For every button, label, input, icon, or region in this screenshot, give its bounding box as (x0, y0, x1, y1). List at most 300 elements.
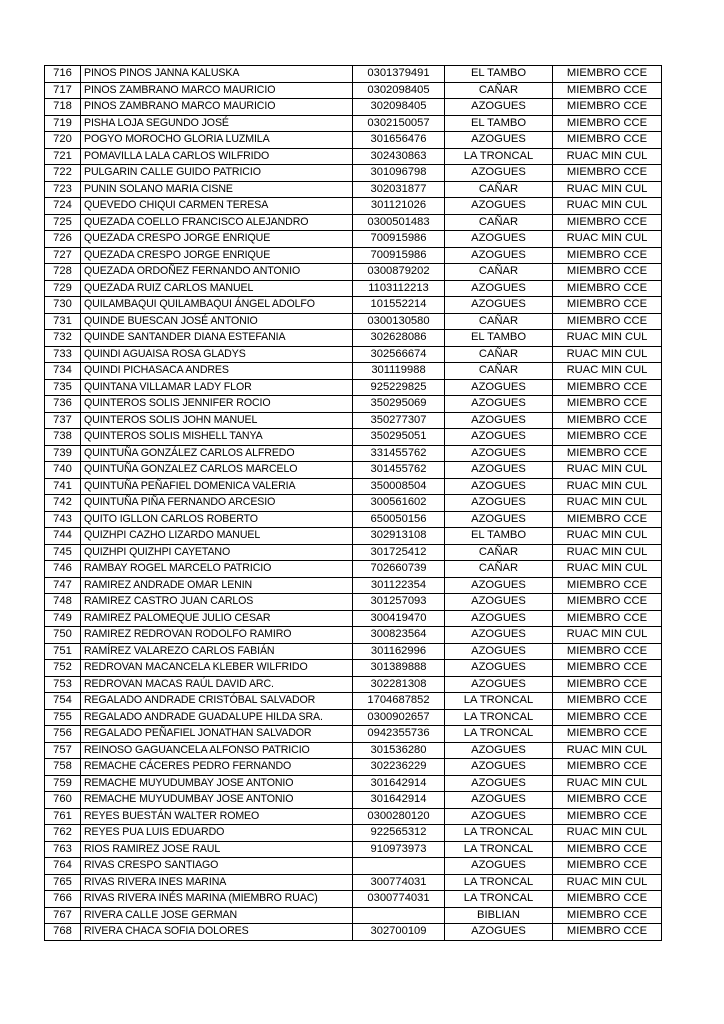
row-number-cell: 747 (45, 577, 81, 594)
id-number-cell: 301536280 (353, 742, 445, 759)
registry-table-body (45, 66, 662, 941)
row-number-cell: 748 (45, 594, 81, 611)
membership-type-cell: RUAC MIN CUL (553, 544, 662, 561)
id-number-cell: 0302098405 (353, 82, 445, 99)
member-name-cell: QUINTEROS SOLIS JENNIFER ROCIO (81, 396, 353, 413)
id-number-cell: 301725412 (353, 544, 445, 561)
membership-type-cell: RUAC MIN CUL (553, 495, 662, 512)
row-number-cell: 756 (45, 726, 81, 743)
member-name-cell: QUINDI PICHASACA ANDRES (81, 363, 353, 380)
member-name-cell: REYES BUESTÁN WALTER ROMEO (81, 808, 353, 825)
membership-type-cell: RUAC MIN CUL (553, 825, 662, 842)
row-number-cell: 760 (45, 792, 81, 809)
row-number-cell: 719 (45, 115, 81, 132)
member-name-cell: QUINDE SANTANDER DIANA ESTEFANIA (81, 330, 353, 347)
member-name-cell: RIVERA CALLE JOSE GERMAN (81, 907, 353, 924)
table-row (45, 693, 662, 710)
membership-type-cell: MIEMBRO CCE (553, 264, 662, 281)
membership-type-cell: MIEMBRO CCE (553, 709, 662, 726)
row-number-cell: 762 (45, 825, 81, 842)
membership-type-cell: MIEMBRO CCE (553, 792, 662, 809)
id-number-cell: 300561602 (353, 495, 445, 512)
membership-type-cell: MIEMBRO CCE (553, 643, 662, 660)
member-name-cell: QUEZADA COELLO FRANCISCO ALEJANDRO (81, 214, 353, 231)
id-number-cell: 301162996 (353, 643, 445, 660)
member-name-cell: QUINTEROS SOLIS JOHN MANUEL (81, 412, 353, 429)
table-row (45, 396, 662, 413)
member-name-cell: REDROVAN MACAS RAÚL DAVID ARC. (81, 676, 353, 693)
membership-type-cell: MIEMBRO CCE (553, 907, 662, 924)
city-cell: CAÑAR (445, 214, 553, 231)
member-name-cell: POMAVILLA LALA CARLOS WILFRIDO (81, 148, 353, 165)
table-row (45, 198, 662, 215)
table-row (45, 330, 662, 347)
member-name-cell: QUEZADA RUIZ CARLOS MANUEL (81, 280, 353, 297)
id-number-cell: 301121026 (353, 198, 445, 215)
table-row (45, 577, 662, 594)
row-number-cell: 744 (45, 528, 81, 545)
city-cell: AZOGUES (445, 511, 553, 528)
row-number-cell: 755 (45, 709, 81, 726)
table-row (45, 792, 662, 809)
member-name-cell: PINOS ZAMBRANO MARCO MAURICIO (81, 99, 353, 116)
row-number-cell: 731 (45, 313, 81, 330)
membership-type-cell: MIEMBRO CCE (553, 610, 662, 627)
row-number-cell: 750 (45, 627, 81, 644)
membership-type-cell: RUAC MIN CUL (553, 742, 662, 759)
row-number-cell: 730 (45, 297, 81, 314)
membership-type-cell: MIEMBRO CCE (553, 693, 662, 710)
member-name-cell: REDROVAN MACANCELA KLEBER WILFRIDO (81, 660, 353, 677)
table-row (45, 561, 662, 578)
id-number-cell: 350295069 (353, 396, 445, 413)
row-number-cell: 726 (45, 231, 81, 248)
table-row (45, 115, 662, 132)
member-name-cell: QUINDE BUESCAN JOSÉ ANTONIO (81, 313, 353, 330)
city-cell: AZOGUES (445, 808, 553, 825)
table-row (45, 742, 662, 759)
membership-type-cell: MIEMBRO CCE (553, 82, 662, 99)
member-name-cell: RAMIREZ REDROVAN RODOLFO RAMIRO (81, 627, 353, 644)
id-number-cell: 0300774031 (353, 891, 445, 908)
city-cell: AZOGUES (445, 412, 553, 429)
id-number-cell: 0942355736 (353, 726, 445, 743)
membership-type-cell: MIEMBRO CCE (553, 396, 662, 413)
table-row (45, 379, 662, 396)
row-number-cell: 761 (45, 808, 81, 825)
row-number-cell: 746 (45, 561, 81, 578)
id-number-cell: 0300902657 (353, 709, 445, 726)
id-number-cell: 300823564 (353, 627, 445, 644)
member-name-cell: REMACHE MUYUDUMBAY JOSE ANTONIO (81, 775, 353, 792)
member-name-cell: QUEZADA CRESPO JORGE ENRIQUE (81, 247, 353, 264)
member-name-cell: QUITO IGLLON CARLOS ROBERTO (81, 511, 353, 528)
membership-type-cell: MIEMBRO CCE (553, 412, 662, 429)
id-number-cell: 301389888 (353, 660, 445, 677)
table-row (45, 924, 662, 941)
row-number-cell: 729 (45, 280, 81, 297)
table-row (45, 660, 662, 677)
id-number-cell: 1103112213 (353, 280, 445, 297)
row-number-cell: 725 (45, 214, 81, 231)
row-number-cell: 737 (45, 412, 81, 429)
city-cell: AZOGUES (445, 247, 553, 264)
city-cell: AZOGUES (445, 495, 553, 512)
id-number-cell: 700915986 (353, 231, 445, 248)
member-name-cell: PINOS ZAMBRANO MARCO MAURICIO (81, 82, 353, 99)
city-cell: CAÑAR (445, 544, 553, 561)
row-number-cell: 717 (45, 82, 81, 99)
city-cell: EL TAMBO (445, 528, 553, 545)
membership-type-cell: MIEMBRO CCE (553, 511, 662, 528)
membership-type-cell: MIEMBRO CCE (553, 759, 662, 776)
row-number-cell: 753 (45, 676, 81, 693)
city-cell: LA TRONCAL (445, 693, 553, 710)
table-row (45, 907, 662, 924)
city-cell: AZOGUES (445, 643, 553, 660)
row-number-cell: 718 (45, 99, 81, 116)
membership-type-cell: RUAC MIN CUL (553, 462, 662, 479)
city-cell: CAÑAR (445, 561, 553, 578)
id-number-cell: 925229825 (353, 379, 445, 396)
table-row (45, 775, 662, 792)
table-row (45, 165, 662, 182)
membership-type-cell: MIEMBRO CCE (553, 841, 662, 858)
table-row (45, 462, 662, 479)
id-number-cell: 302700109 (353, 924, 445, 941)
member-name-cell: PINOS PINOS JANNA KALUSKA (81, 66, 353, 83)
id-number-cell: 302236229 (353, 759, 445, 776)
table-row (45, 346, 662, 363)
row-number-cell: 732 (45, 330, 81, 347)
member-name-cell: REGALADO PEÑAFIEL JONATHAN SALVADOR (81, 726, 353, 743)
city-cell: EL TAMBO (445, 66, 553, 83)
table-row (45, 66, 662, 83)
city-cell: AZOGUES (445, 676, 553, 693)
city-cell: BIBLIAN (445, 907, 553, 924)
row-number-cell: 734 (45, 363, 81, 380)
row-number-cell: 724 (45, 198, 81, 215)
registry-table (44, 65, 662, 941)
table-row (45, 841, 662, 858)
row-number-cell: 723 (45, 181, 81, 198)
row-number-cell: 722 (45, 165, 81, 182)
table-row (45, 676, 662, 693)
membership-type-cell: MIEMBRO CCE (553, 280, 662, 297)
city-cell: AZOGUES (445, 379, 553, 396)
id-number-cell: 302913108 (353, 528, 445, 545)
membership-type-cell: MIEMBRO CCE (553, 115, 662, 132)
member-name-cell: POGYO MOROCHO GLORIA LUZMILA (81, 132, 353, 149)
membership-type-cell: MIEMBRO CCE (553, 808, 662, 825)
city-cell: AZOGUES (445, 924, 553, 941)
membership-type-cell: MIEMBRO CCE (553, 66, 662, 83)
membership-type-cell: MIEMBRO CCE (553, 660, 662, 677)
member-name-cell: PISHA LOJA SEGUNDO JOSÉ (81, 115, 353, 132)
table-row (45, 264, 662, 281)
id-number-cell: 0300280120 (353, 808, 445, 825)
id-number-cell: 300774031 (353, 874, 445, 891)
row-number-cell: 765 (45, 874, 81, 891)
row-number-cell: 749 (45, 610, 81, 627)
city-cell: CAÑAR (445, 181, 553, 198)
member-name-cell: QUEVEDO CHIQUI CARMEN TERESA (81, 198, 353, 215)
membership-type-cell: MIEMBRO CCE (553, 676, 662, 693)
city-cell: AZOGUES (445, 660, 553, 677)
membership-type-cell: MIEMBRO CCE (553, 726, 662, 743)
row-number-cell: 767 (45, 907, 81, 924)
row-number-cell: 736 (45, 396, 81, 413)
membership-type-cell: RUAC MIN CUL (553, 627, 662, 644)
city-cell: LA TRONCAL (445, 709, 553, 726)
id-number-cell: 301455762 (353, 462, 445, 479)
id-number-cell: 302566674 (353, 346, 445, 363)
table-row (45, 594, 662, 611)
id-number-cell: 301257093 (353, 594, 445, 611)
id-number-cell: 650050156 (353, 511, 445, 528)
id-number-cell: 700915986 (353, 247, 445, 264)
row-number-cell: 758 (45, 759, 81, 776)
membership-type-cell: RUAC MIN CUL (553, 363, 662, 380)
member-name-cell: QUINTUÑA PIÑA FERNANDO ARCESIO (81, 495, 353, 512)
membership-type-cell: MIEMBRO CCE (553, 247, 662, 264)
table-row (45, 726, 662, 743)
id-number-cell: 331455762 (353, 445, 445, 462)
id-number-cell: 910973973 (353, 841, 445, 858)
membership-type-cell: MIEMBRO CCE (553, 577, 662, 594)
membership-type-cell: MIEMBRO CCE (553, 858, 662, 875)
city-cell: CAÑAR (445, 82, 553, 99)
city-cell: LA TRONCAL (445, 148, 553, 165)
id-number-cell (353, 858, 445, 875)
table-row (45, 858, 662, 875)
city-cell: AZOGUES (445, 792, 553, 809)
id-number-cell (353, 907, 445, 924)
table-row (45, 99, 662, 116)
row-number-cell: 743 (45, 511, 81, 528)
row-number-cell: 738 (45, 429, 81, 446)
table-row (45, 627, 662, 644)
row-number-cell: 739 (45, 445, 81, 462)
row-number-cell: 766 (45, 891, 81, 908)
member-name-cell: RAMIREZ PALOMEQUE JULIO CESAR (81, 610, 353, 627)
member-name-cell: RAMIREZ ANDRADE OMAR LENIN (81, 577, 353, 594)
table-row (45, 495, 662, 512)
city-cell: AZOGUES (445, 610, 553, 627)
membership-type-cell: MIEMBRO CCE (553, 313, 662, 330)
table-row (45, 610, 662, 627)
row-number-cell: 759 (45, 775, 81, 792)
id-number-cell: 301656476 (353, 132, 445, 149)
table-row (45, 643, 662, 660)
membership-type-cell: RUAC MIN CUL (553, 528, 662, 545)
row-number-cell: 768 (45, 924, 81, 941)
city-cell: LA TRONCAL (445, 841, 553, 858)
membership-type-cell: RUAC MIN CUL (553, 231, 662, 248)
member-name-cell: PULGARIN CALLE GUIDO PATRICIO (81, 165, 353, 182)
membership-type-cell: RUAC MIN CUL (553, 148, 662, 165)
table-row (45, 528, 662, 545)
city-cell: AZOGUES (445, 594, 553, 611)
table-row (45, 808, 662, 825)
member-name-cell: RIVAS RIVERA INES MARINA (81, 874, 353, 891)
table-row (45, 82, 662, 99)
membership-type-cell: MIEMBRO CCE (553, 891, 662, 908)
membership-type-cell: RUAC MIN CUL (553, 198, 662, 215)
table-row (45, 214, 662, 231)
member-name-cell: PUNIN SOLANO MARIA CISNE (81, 181, 353, 198)
member-name-cell: QUEZADA ORDOÑEZ FERNANDO ANTONIO (81, 264, 353, 281)
city-cell: EL TAMBO (445, 330, 553, 347)
member-name-cell: RIVAS CRESPO SANTIAGO (81, 858, 353, 875)
membership-type-cell: RUAC MIN CUL (553, 478, 662, 495)
id-number-cell: 0302150057 (353, 115, 445, 132)
city-cell: AZOGUES (445, 231, 553, 248)
table-row (45, 445, 662, 462)
membership-type-cell: MIEMBRO CCE (553, 132, 662, 149)
membership-type-cell: MIEMBRO CCE (553, 165, 662, 182)
city-cell: AZOGUES (445, 858, 553, 875)
city-cell: CAÑAR (445, 313, 553, 330)
member-name-cell: QUIZHPI CAZHO LIZARDO MANUEL (81, 528, 353, 545)
id-number-cell: 302098405 (353, 99, 445, 116)
id-number-cell: 0300879202 (353, 264, 445, 281)
membership-type-cell: MIEMBRO CCE (553, 594, 662, 611)
id-number-cell: 302628086 (353, 330, 445, 347)
table-row (45, 891, 662, 908)
member-name-cell: QUINTUÑA GONZALEZ CARLOS MARCELO (81, 462, 353, 479)
member-name-cell: QUINTUÑA PEÑAFIEL DOMENICA VALERIA (81, 478, 353, 495)
id-number-cell: 1704687852 (353, 693, 445, 710)
member-name-cell: REMACHE MUYUDUMBAY JOSE ANTONIO (81, 792, 353, 809)
membership-type-cell: MIEMBRO CCE (553, 99, 662, 116)
id-number-cell: 350008504 (353, 478, 445, 495)
member-name-cell: RIVERA CHACA SOFIA DOLORES (81, 924, 353, 941)
membership-type-cell: RUAC MIN CUL (553, 775, 662, 792)
row-number-cell: 757 (45, 742, 81, 759)
city-cell: AZOGUES (445, 478, 553, 495)
member-name-cell: RAMBAY ROGEL MARCELO PATRICIO (81, 561, 353, 578)
city-cell: CAÑAR (445, 346, 553, 363)
id-number-cell: 0300130580 (353, 313, 445, 330)
member-name-cell: QUINTUÑA GONZÁLEZ CARLOS ALFREDO (81, 445, 353, 462)
city-cell: AZOGUES (445, 280, 553, 297)
member-name-cell: RAMIREZ CASTRO JUAN CARLOS (81, 594, 353, 611)
membership-type-cell: RUAC MIN CUL (553, 181, 662, 198)
id-number-cell: 0300501483 (353, 214, 445, 231)
city-cell: LA TRONCAL (445, 825, 553, 842)
table-row (45, 313, 662, 330)
row-number-cell: 720 (45, 132, 81, 149)
city-cell: EL TAMBO (445, 115, 553, 132)
row-number-cell: 764 (45, 858, 81, 875)
table-row (45, 429, 662, 446)
membership-type-cell: MIEMBRO CCE (553, 379, 662, 396)
id-number-cell: 302031877 (353, 181, 445, 198)
member-name-cell: QUINTEROS SOLIS MISHELL TANYA (81, 429, 353, 446)
membership-type-cell: MIEMBRO CCE (553, 924, 662, 941)
row-number-cell: 741 (45, 478, 81, 495)
table-row (45, 297, 662, 314)
id-number-cell: 101552214 (353, 297, 445, 314)
table-row (45, 231, 662, 248)
id-number-cell: 702660739 (353, 561, 445, 578)
membership-type-cell: MIEMBRO CCE (553, 214, 662, 231)
table-row (45, 280, 662, 297)
table-row (45, 132, 662, 149)
city-cell: AZOGUES (445, 99, 553, 116)
city-cell: AZOGUES (445, 297, 553, 314)
city-cell: LA TRONCAL (445, 874, 553, 891)
city-cell: AZOGUES (445, 577, 553, 594)
row-number-cell: 745 (45, 544, 81, 561)
id-number-cell: 301096798 (353, 165, 445, 182)
member-name-cell: REGALADO ANDRADE GUADALUPE HILDA SRA. (81, 709, 353, 726)
membership-type-cell: RUAC MIN CUL (553, 561, 662, 578)
id-number-cell: 301119988 (353, 363, 445, 380)
table-row (45, 511, 662, 528)
row-number-cell: 733 (45, 346, 81, 363)
row-number-cell: 735 (45, 379, 81, 396)
member-name-cell: QUINDI AGUAISA ROSA GLADYS (81, 346, 353, 363)
member-name-cell: RAMÍREZ VALAREZO CARLOS FABIÁN (81, 643, 353, 660)
city-cell: LA TRONCAL (445, 891, 553, 908)
row-number-cell: 716 (45, 66, 81, 83)
row-number-cell: 742 (45, 495, 81, 512)
member-name-cell: REMACHE CÁCERES PEDRO FERNANDO (81, 759, 353, 776)
member-name-cell: RIVAS RIVERA INÉS MARINA (MIEMBRO RUAC) (81, 891, 353, 908)
member-name-cell: QUIZHPI QUIZHPI CAYETANO (81, 544, 353, 561)
city-cell: AZOGUES (445, 132, 553, 149)
id-number-cell: 302430863 (353, 148, 445, 165)
membership-type-cell: MIEMBRO CCE (553, 445, 662, 462)
row-number-cell: 751 (45, 643, 81, 660)
city-cell: AZOGUES (445, 165, 553, 182)
row-number-cell: 740 (45, 462, 81, 479)
member-name-cell: QUILAMBAQUI QUILAMBAQUI ÁNGEL ADOLFO (81, 297, 353, 314)
table-row (45, 544, 662, 561)
table-row (45, 412, 662, 429)
id-number-cell: 300419470 (353, 610, 445, 627)
city-cell: AZOGUES (445, 429, 553, 446)
city-cell: AZOGUES (445, 759, 553, 776)
membership-type-cell: RUAC MIN CUL (553, 330, 662, 347)
city-cell: AZOGUES (445, 396, 553, 413)
row-number-cell: 728 (45, 264, 81, 281)
table-row (45, 874, 662, 891)
city-cell: LA TRONCAL (445, 726, 553, 743)
member-name-cell: REGALADO ANDRADE CRISTÓBAL SALVADOR (81, 693, 353, 710)
id-number-cell: 350277307 (353, 412, 445, 429)
member-name-cell: QUINTANA VILLAMAR LADY FLOR (81, 379, 353, 396)
row-number-cell: 721 (45, 148, 81, 165)
member-name-cell: REINOSO GAGUANCELA ALFONSO PATRICIO (81, 742, 353, 759)
membership-type-cell: MIEMBRO CCE (553, 429, 662, 446)
table-row (45, 759, 662, 776)
city-cell: AZOGUES (445, 627, 553, 644)
city-cell: AZOGUES (445, 742, 553, 759)
city-cell: AZOGUES (445, 445, 553, 462)
table-row (45, 247, 662, 264)
table-row (45, 148, 662, 165)
member-name-cell: REYES PUA LUIS EDUARDO (81, 825, 353, 842)
id-number-cell: 0301379491 (353, 66, 445, 83)
row-number-cell: 727 (45, 247, 81, 264)
table-row (45, 825, 662, 842)
member-name-cell: RIOS RAMIREZ JOSE RAUL (81, 841, 353, 858)
id-number-cell: 302281308 (353, 676, 445, 693)
table-row (45, 363, 662, 380)
